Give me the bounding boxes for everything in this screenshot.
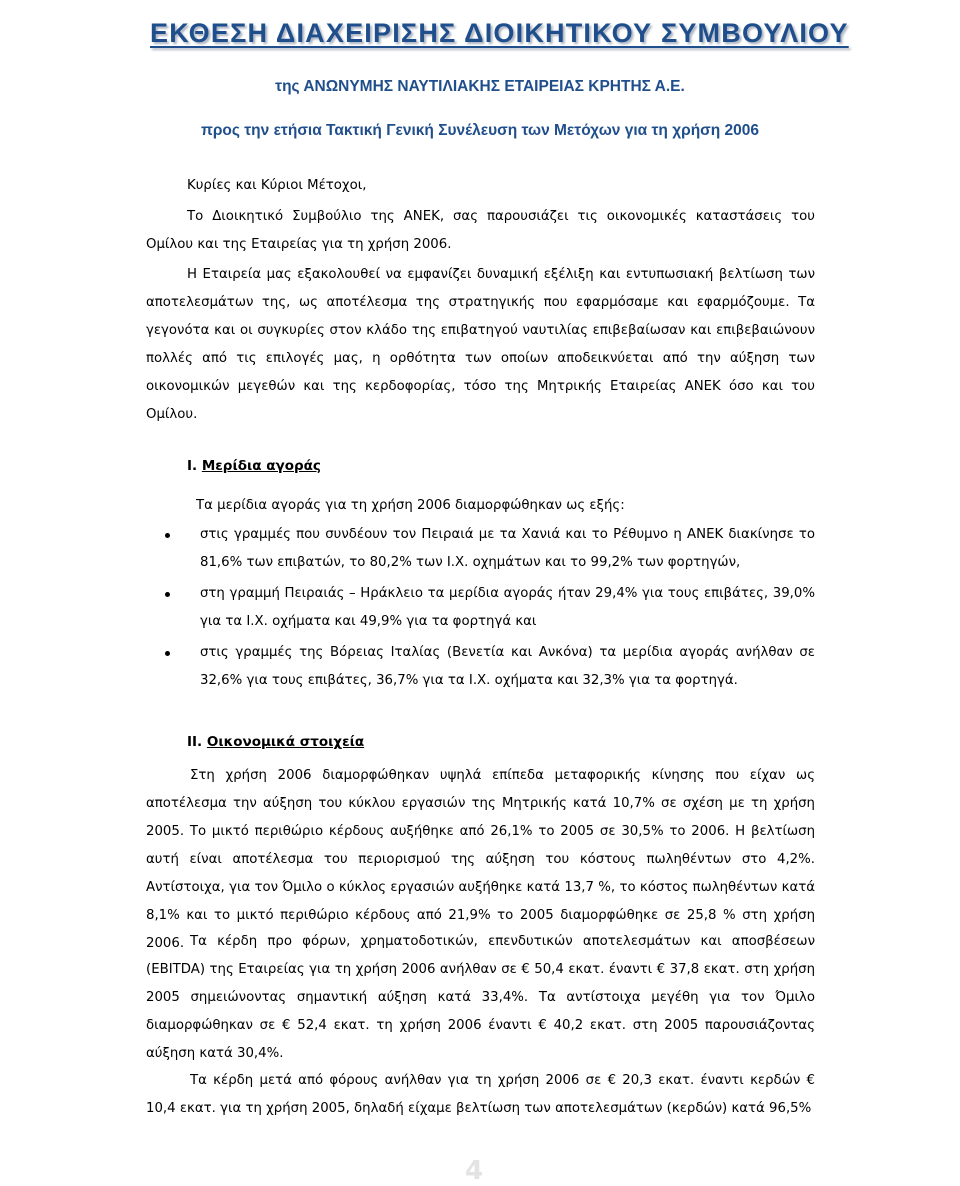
section-2-heading <box>187 734 364 750</box>
report-title: ΕΚΘΕΣΗ ΔΙΑΧΕΙΡΙΣΗΣ ΔΙΟΙΚΗΤΙΚΟΥ ΣΥΜΒΟΥΛΙΟΥ <box>150 18 849 48</box>
section-1-lead: Τα μερίδια αγοράς για τη χρήση 2006 διαμορφώθηκαν ως εξής: <box>196 498 625 513</box>
section-1-number: Ι. <box>187 458 198 474</box>
intro-paragraph-2: Η Εταιρεία μας εξακολουθεί να εμφανίζει δυναμική εξέλιξη και εντυπωσιακή βελτίωση των αποτελεσμάτων της, ως αποτέλεσμα της στρατηγικής που εφαρμόσαμε και εφαρμόζουμε. Τα γεγονότα και οι συγκυρίες στον κλάδο της επιβατηγού ναυτιλίας επιβεβαίωσαν και επιβεβαιώνουν πολλές από τις επιλογές μας, η ορθότητα των οποίων αποδεικνύεται από την αύξηση των οικονομικών μεγεθών και της κερδοφορίας, τόσο της Μητρικής Εταιρείας ΑΝΕΚ όσο και του Ομίλου. <box>146 267 815 422</box>
list-item: στη γραμμή Πειραιάς – Ηράκλειο τα μερίδια αγοράς ήταν 29,4% για τους επιβάτες, 39,0% για τα Ι.Χ. οχήματα και 49,9% για τα φορτηγά και <box>200 586 815 629</box>
finance-paragraph-2: Τα κέρδη προ φόρων, χρηματοδοτικών, επενδυτικών αποτελεσμάτων και αποσβέσεων (EBITDA) της Εταιρείας για τη χρήση 2006 ανήλθαν σε € 50,4 εκατ. έναντι € 37,8 εκατ. στη χρήση 2005 σημειώνοντας σημαντική αύξηση κατά 33,4%. Τα αντίστοιχα μεγέθη για τον Όμιλο διαμορφώθηκαν σε € 52,4 εκατ. τη χρήση 2006 έναντι € 40,2 εκατ. στη 2005 παρουσιάζοντας αύξηση κατά 30,4%. <box>146 934 815 1061</box>
salutation: Κυρίες και Κύριοι Μέτοχοι, <box>187 178 367 193</box>
section-1-heading <box>187 458 321 474</box>
company-line: της ΑΝΩΝΥΜΗΣ ΝΑΥΤΙΛΙΑΚΗΣ ΕΤΑΙΡΕΙΑΣ ΚΡΗΤΗΣ Α.Ε. <box>275 78 685 95</box>
finance-paragraph-3: Τα κέρδη μετά από φόρους ανήλθαν για τη χρήση 2006 σε € 20,3 εκατ. έναντι κερδών € 10,4 εκατ. για τη χρήση 2005, δηλαδή είχαμε βελτίωση των αποτελεσμάτων (κερδών) κατά 96,5% <box>146 1073 815 1116</box>
bullet-icon <box>165 533 170 538</box>
meeting-line: προς την ετήσια Τακτική Γενική Συνέλευση των Μετόχων για τη χρήση 2006 <box>200 122 760 139</box>
page-number: 4 <box>465 1156 484 1186</box>
finance-paragraph-1: Στη χρήση 2006 διαμορφώθηκαν υψηλά επίπεδα μεταφορικής κίνησης που είχαν ως αποτέλεσμα την αύξηση του κύκλου εργασιών της Μητρικής κατά 10,7% σε σχέση με τη χρήση 2005. Το μικτό περιθώριο κέρδους αυξήθηκε από 26,1% το 2005 σε 30,5% το 2006. Η βελτίωση αυτή είναι αποτέλεσμα του περιορισμού της αύξηση του κόστους πωληθέντων στο 4,2%. Αντίστοιχα, για τον Όμιλο ο κύκλος εργασιών αυξήθηκε κατά 13,7 %, το κόστος πωληθέντων κατά 8,1% και το μικτό περιθώριο κέρδους από 21,9% το 2005 διαμορφώθηκε σε 25,8 % στη χρήση 2006. <box>146 768 815 951</box>
section-2-title: Οικονομικά στοιχεία <box>206 734 365 750</box>
bullet-icon <box>165 651 170 656</box>
bullet-icon <box>165 592 170 597</box>
section-2-number: ΙΙ. <box>187 734 203 750</box>
list-item: στις γραμμές που συνδέουν τον Πειραιά με τα Χανιά και το Ρέθυμνο η ΑΝΕΚ διακίνησε το 81,6% των επιβατών, το 80,2% των Ι.Χ. οχημάτων και το 99,2% των φορτηγών, <box>200 527 815 570</box>
section-1-title: Μερίδια αγοράς <box>201 458 321 474</box>
intro-paragraph-1: Το Διοικητικό Συμβούλιο της ΑΝΕΚ, σας παρουσιάζει τις οικονομικές καταστάσεις του Ομίλου και της Εταιρείας για τη χρήση 2006. <box>146 209 815 252</box>
list-item: στις γραμμές της Βόρειας Ιταλίας (Βενετία και Ανκόνα) τα μερίδια αγοράς ανήλθαν σε 32,6% για τους επιβάτες, 36,7% για τα Ι.Χ. οχήματα και 32,3% για τα φορτηγά. <box>200 645 815 688</box>
